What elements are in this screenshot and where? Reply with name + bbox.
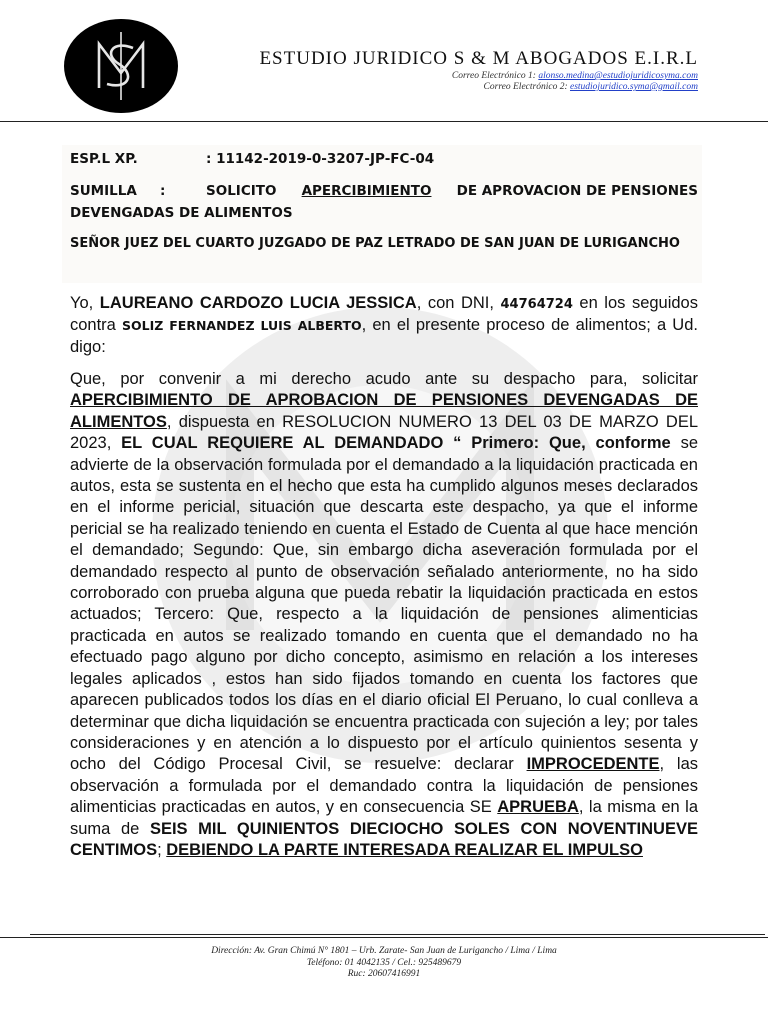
sumilla-line-2: DEVENGADAS DE ALIMENTOS	[70, 205, 293, 221]
header-divider	[0, 121, 768, 122]
aprueba-word: APRUEBA	[497, 798, 579, 817]
footer-divider-2	[0, 937, 768, 938]
sumilla-colon: :	[160, 183, 166, 199]
footer	[0, 946, 768, 981]
p1-text-2: , con DNI,	[416, 294, 501, 312]
p1-text-3: en los seguidos contra	[70, 294, 698, 335]
email-line-1	[452, 71, 698, 81]
sumilla-underlined: APERCIBIMIENTO	[301, 183, 432, 199]
p2-text-3: se advierte de la observación formulada por el demandado a la liquidación practicada en autos, esta se sustenta en el hecho que esta ha cumplido algunos meses declarados en el informe pericial, situación que descarta este despacho, ya que el informe pericial se ha realizado teniendo en cuenta el Estado de Cuenta al que hace mención el demandado; Segundo: Que, sin embargo dicha aseveración formulada por el demandado respecto al punto de observación señalado anteriormente, no ha sido corroborado con prueba alguna que pueda rebatir la liquidación practicada en estos actuados; Tercero: Que, respecto a la liquidación de pensiones alimenticias practicada en autos se realizado tomando en cuenta que el demandado no ha efectuado pago alguno por dicho concepto, asimismo en relación a los intereses legales aplicados , estos han sido fijados tomando en cuenta los factores que aparecen publicados todos los días en el diario oficial El Peruano, lo cual conlleva a determinar que dicha liquidación se encuentra practicada con sujeción a ley; por tales consideraciones y en atención a lo dispuesto por el artículo quinientos sesenta y ocho del Código Procesal Civil, se resuelve: declarar	[70, 434, 698, 774]
p1-text-4: , en el presente proceso de alimentos; a Ud. digo:	[70, 316, 698, 356]
sumilla-post: DE APROVACION DE PENSIONES	[456, 183, 698, 199]
p2-text-1: Que, por convenir a mi derecho acudo ante su despacho para, solicitar	[70, 370, 698, 388]
email-1-label: Correo Electrónico 1:	[451, 71, 536, 81]
expediente-value: : 11142-2019-0-3207-JP-FC-04	[206, 151, 435, 167]
plaintiff-name: LAUREANO CARDOZO LUCIA JESSICA	[99, 294, 417, 312]
p2-text-4: , las observación a formulada por el demandado contra la liquidación de pensiones alimenticias practicadas en autos, y en consecuencia SE	[70, 755, 698, 817]
amount-text: SEIS MIL QUINIENTOS DIECIOCHO SOLES CON NOVENTINUEVE CENTIMOS	[70, 819, 698, 859]
email-line-2	[484, 82, 698, 92]
defendant-name: SOLIZ FERNANDEZ LUIS ALBERTO	[122, 318, 362, 334]
firm-name: ESTUDIO JURIDICO S & M ABOGADOS E.I.R.L	[259, 48, 698, 69]
paragraph-1	[70, 293, 698, 358]
firm-logo	[63, 18, 179, 114]
addressee: SEÑOR JUEZ DEL CUARTO JUZGADO DE PAZ LETRADO DE SAN JUAN DE LURIGANCHO	[70, 236, 680, 251]
sumilla-pre: SOLICITO	[206, 183, 277, 199]
expediente-label: ESP.L XP.	[70, 151, 138, 167]
dni-number: 44764724	[500, 297, 573, 312]
p2-text-6: ;	[157, 840, 167, 859]
p2-text-5: , la misma en la suma de	[70, 798, 698, 838]
p1-text-1: Yo,	[70, 294, 100, 312]
paragraph-2	[70, 369, 698, 861]
email-2-label: Correo Electrónico 2:	[483, 82, 568, 92]
email-1-link[interactable]: alonso.medina@estudiojuridicosyma.com	[538, 71, 698, 81]
sumilla-label: SUMILLA	[70, 183, 137, 199]
footer-ruc: Ruc: 20607416991	[347, 969, 421, 979]
improcedente-word: IMPROCEDENTE	[526, 755, 660, 774]
p2-text-2: , dispuesta en RESOLUCION NUMERO 13 DEL 03 DE MARZO DEL 2023,	[70, 412, 698, 453]
email-2-link[interactable]: estudiojuridico.syma@gmail.com	[569, 82, 698, 92]
request-title: APERCIBIMIENTO DE APROBACION DE PENSIONES DEVENGADAS DE ALIMENTOS	[70, 391, 698, 431]
sumilla-text	[206, 183, 698, 199]
p2-bold-1: EL CUAL REQUIERE AL DEMANDADO “ Primero: Que, conforme	[121, 434, 671, 453]
footer-address: Dirección: Av. Gran Chimú N° 1801 – Urb. Zarate- San Juan de Lurigancho / Lima / Lima	[211, 946, 557, 956]
footer-phone: Teléfono: 01 4042135 / Cel.: 925489679	[306, 957, 462, 968]
p2-final-bold: DEBIENDO LA PARTE INTERESADA REALIZAR EL IMPULSO	[166, 840, 643, 859]
footer-divider-1	[30, 934, 765, 935]
